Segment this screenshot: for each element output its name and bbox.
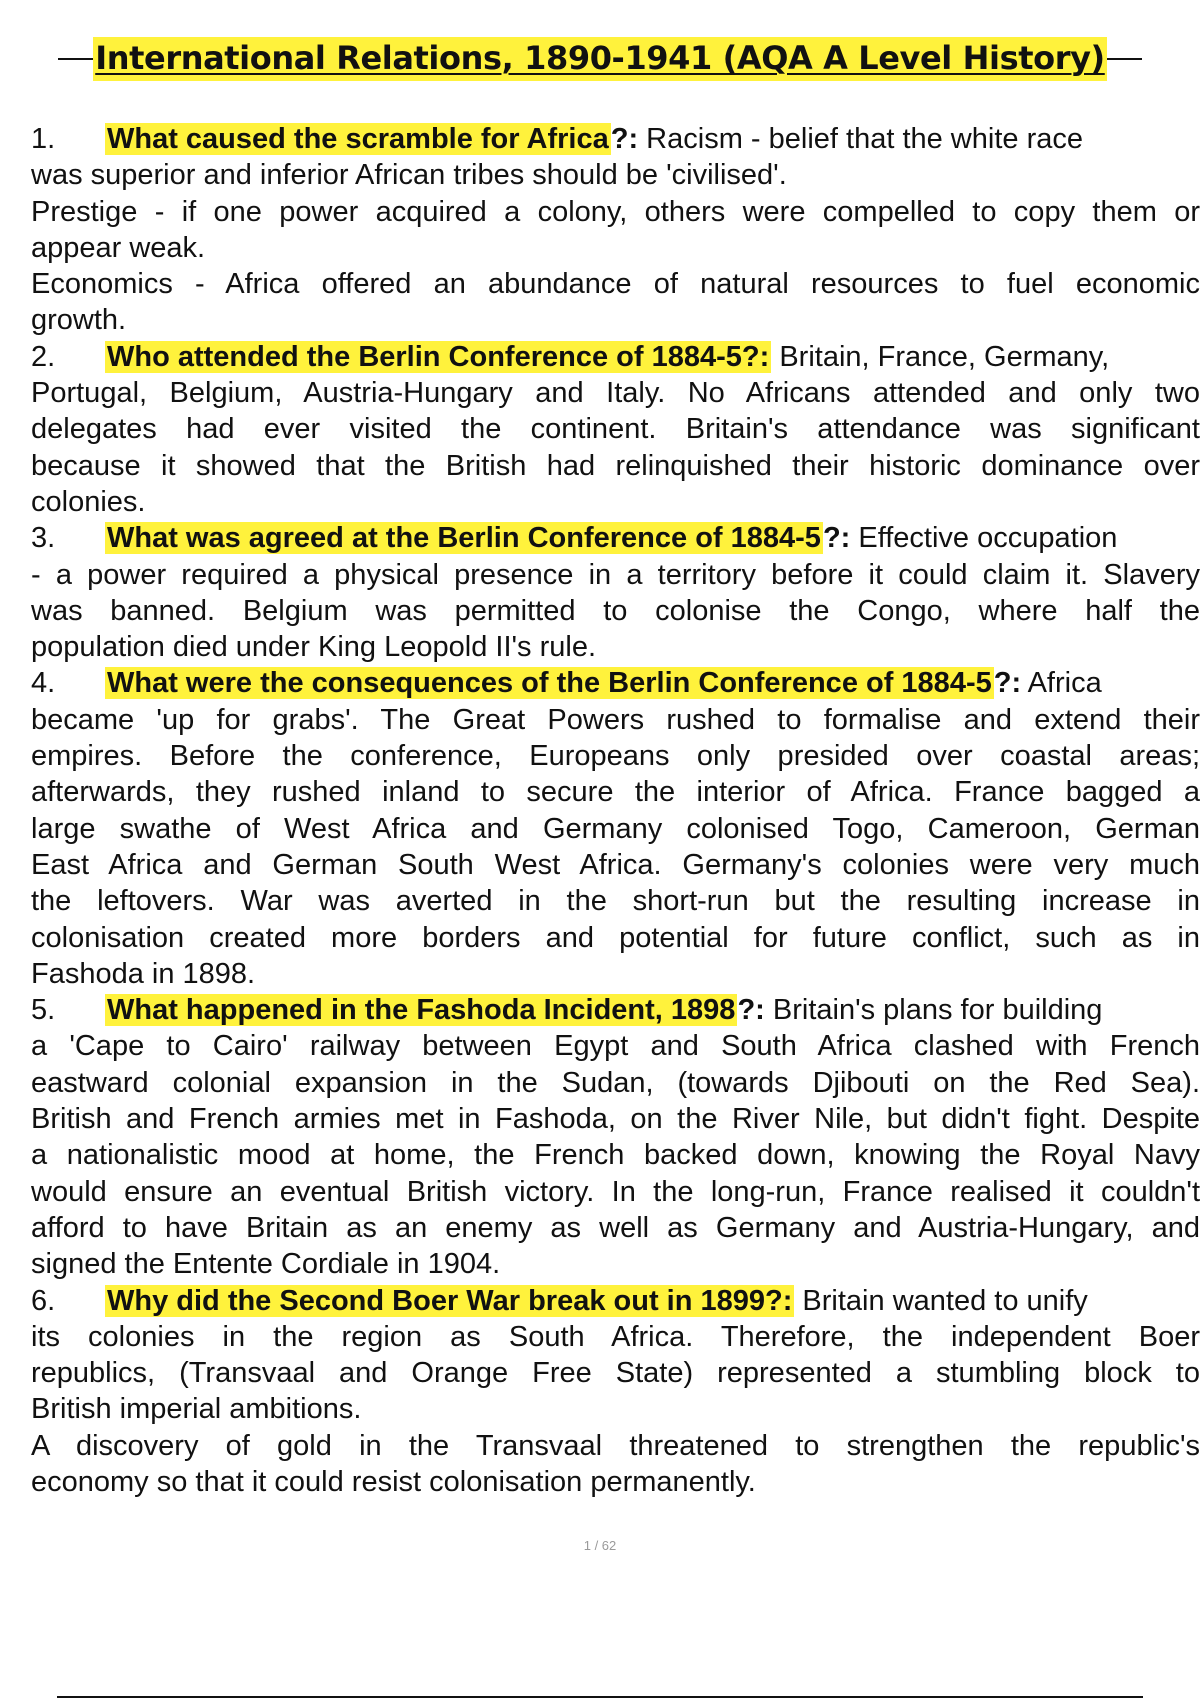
- document-body: [31, 121, 1200, 1500]
- answer-line: growth.: [31, 304, 127, 337]
- answer-line: would ensure an eventual British victory. In the long-run, France realised it couldn't: [31, 1175, 1200, 1208]
- answer-line: colonies.: [31, 485, 146, 518]
- question-suffix: ?:: [737, 994, 765, 1027]
- answer-line: British and French armies met in Fashoda, on the River Nile, but didn't fight. Despite: [31, 1103, 1200, 1136]
- question-line: [31, 992, 1200, 1028]
- answer-line: - a power required a physical presence in a territory before it could claim it. Slavery: [31, 558, 1200, 591]
- answer-line: British imperial ambitions.: [31, 1393, 362, 1426]
- question-suffix: ?:: [993, 667, 1022, 700]
- answer-line: colonisation created more borders and potential for future conflict, such as in: [31, 921, 1200, 954]
- answer-line: A discovery of gold in the Transvaal threatened to strengthen the republic's: [31, 1429, 1200, 1462]
- answer-text: Racism - belief that the white race: [638, 123, 1083, 155]
- answer-line: afford to have Britain as an enemy as well as Germany and Austria-Hungary, and: [31, 1211, 1200, 1244]
- answer-line: was superior and inferior African tribes should be 'civilised'.: [31, 159, 787, 192]
- item-number: 1.: [31, 123, 56, 155]
- answer-line: appear weak.: [31, 231, 206, 264]
- answer-line: economy so that it could resist colonisation permanently.: [31, 1465, 756, 1498]
- answer-line: was banned. Belgium was permitted to colonise the Congo, where half the: [31, 594, 1200, 627]
- answer-text: Britain's plans for building: [764, 994, 1103, 1027]
- question-line: [31, 665, 1200, 701]
- item-number: 3.: [31, 522, 56, 555]
- answer-line: population died under King Leopold II's rule.: [31, 631, 597, 664]
- answer-line: republics, (Transvaal and Orange Free State) represented a stumbling block to: [31, 1357, 1200, 1390]
- answer-line: East Africa and German South West Africa. Germany's colonies were very much: [31, 848, 1200, 881]
- answer-text: Africa: [1021, 667, 1102, 700]
- question-suffix: ?:: [610, 123, 639, 155]
- answer-line: its colonies in the region as South Africa. Therefore, the independent Boer: [31, 1320, 1200, 1353]
- item-number: 2.: [31, 340, 56, 373]
- question-line: [31, 1283, 1200, 1319]
- answer-text: Britain wanted to unify: [794, 1284, 1088, 1317]
- answer-line: the leftovers. War was averted in the short-run but the resulting increase in: [31, 885, 1200, 918]
- item-number: 5.: [31, 994, 56, 1027]
- bottom-divider: [57, 1696, 1143, 1698]
- question-text: What happened in the Fashoda Incident, 1898: [107, 994, 736, 1027]
- answer-text: Effective occupation: [850, 522, 1118, 555]
- answer-line: eastward colonial expansion in the Sudan, (towards Djibouti on the Red Sea).: [31, 1066, 1200, 1099]
- question-text: Why did the Second Boer War break out in 1899?:: [107, 1284, 793, 1317]
- answer-line: afterwards, they rushed inland to secure the interior of Africa. France bagged a: [31, 776, 1200, 809]
- answer-line: signed the Entente Cordiale in 1904.: [31, 1248, 501, 1281]
- answer-line: a nationalistic mood at home, the French backed down, knowing the Royal Navy: [31, 1139, 1200, 1172]
- answer-line: empires. Before the conference, Europeans only presided over coastal areas;: [31, 740, 1200, 773]
- answer-text: Britain, France, Germany,: [771, 340, 1110, 373]
- question-text: Who attended the Berlin Conference of 1884-5?:: [107, 340, 770, 373]
- question-text: What caused the scramble for Africa: [107, 123, 609, 155]
- answer-line: Prestige - if one power acquired a colony, others were compelled to copy them or: [31, 195, 1200, 228]
- answer-line: Economics - Africa offered an abundance of natural resources to fuel economic: [31, 268, 1200, 301]
- question-line: [31, 121, 1200, 157]
- question-text: What were the consequences of the Berlin Conference of 1884-5: [107, 667, 992, 700]
- answer-line: large swathe of West Africa and Germany colonised Togo, Cameroon, German: [31, 812, 1200, 845]
- page-title: International Relations, 1890-1941 (AQA A Level History): [93, 37, 1107, 81]
- item-number: 6.: [31, 1284, 56, 1317]
- title-bar: [58, 34, 1142, 84]
- question-line: [31, 520, 1200, 556]
- answer-line: Portugal, Belgium, Austria-Hungary and Italy. No Africans attended and only two: [31, 377, 1200, 410]
- answer-line: Fashoda in 1898.: [31, 957, 256, 990]
- page-number: 1 / 62: [583, 1538, 617, 1553]
- item-number: 4.: [31, 667, 56, 700]
- answer-line: became 'up for grabs'. The Great Powers rushed to formalise and extend their: [31, 703, 1200, 736]
- question-text: What was agreed at the Berlin Conference of 1884-5: [107, 522, 821, 555]
- title-rule-right: [1107, 58, 1142, 60]
- answer-line: a 'Cape to Cairo' railway between Egypt and South Africa clashed with French: [31, 1030, 1200, 1063]
- question-suffix: ?:: [822, 522, 851, 555]
- answer-line: because it showed that the British had relinquished their historic dominance over: [31, 449, 1200, 482]
- answer-line: delegates had ever visited the continent. Britain's attendance was significant: [31, 413, 1200, 446]
- title-rule-left: [58, 58, 93, 60]
- question-line: [31, 339, 1200, 375]
